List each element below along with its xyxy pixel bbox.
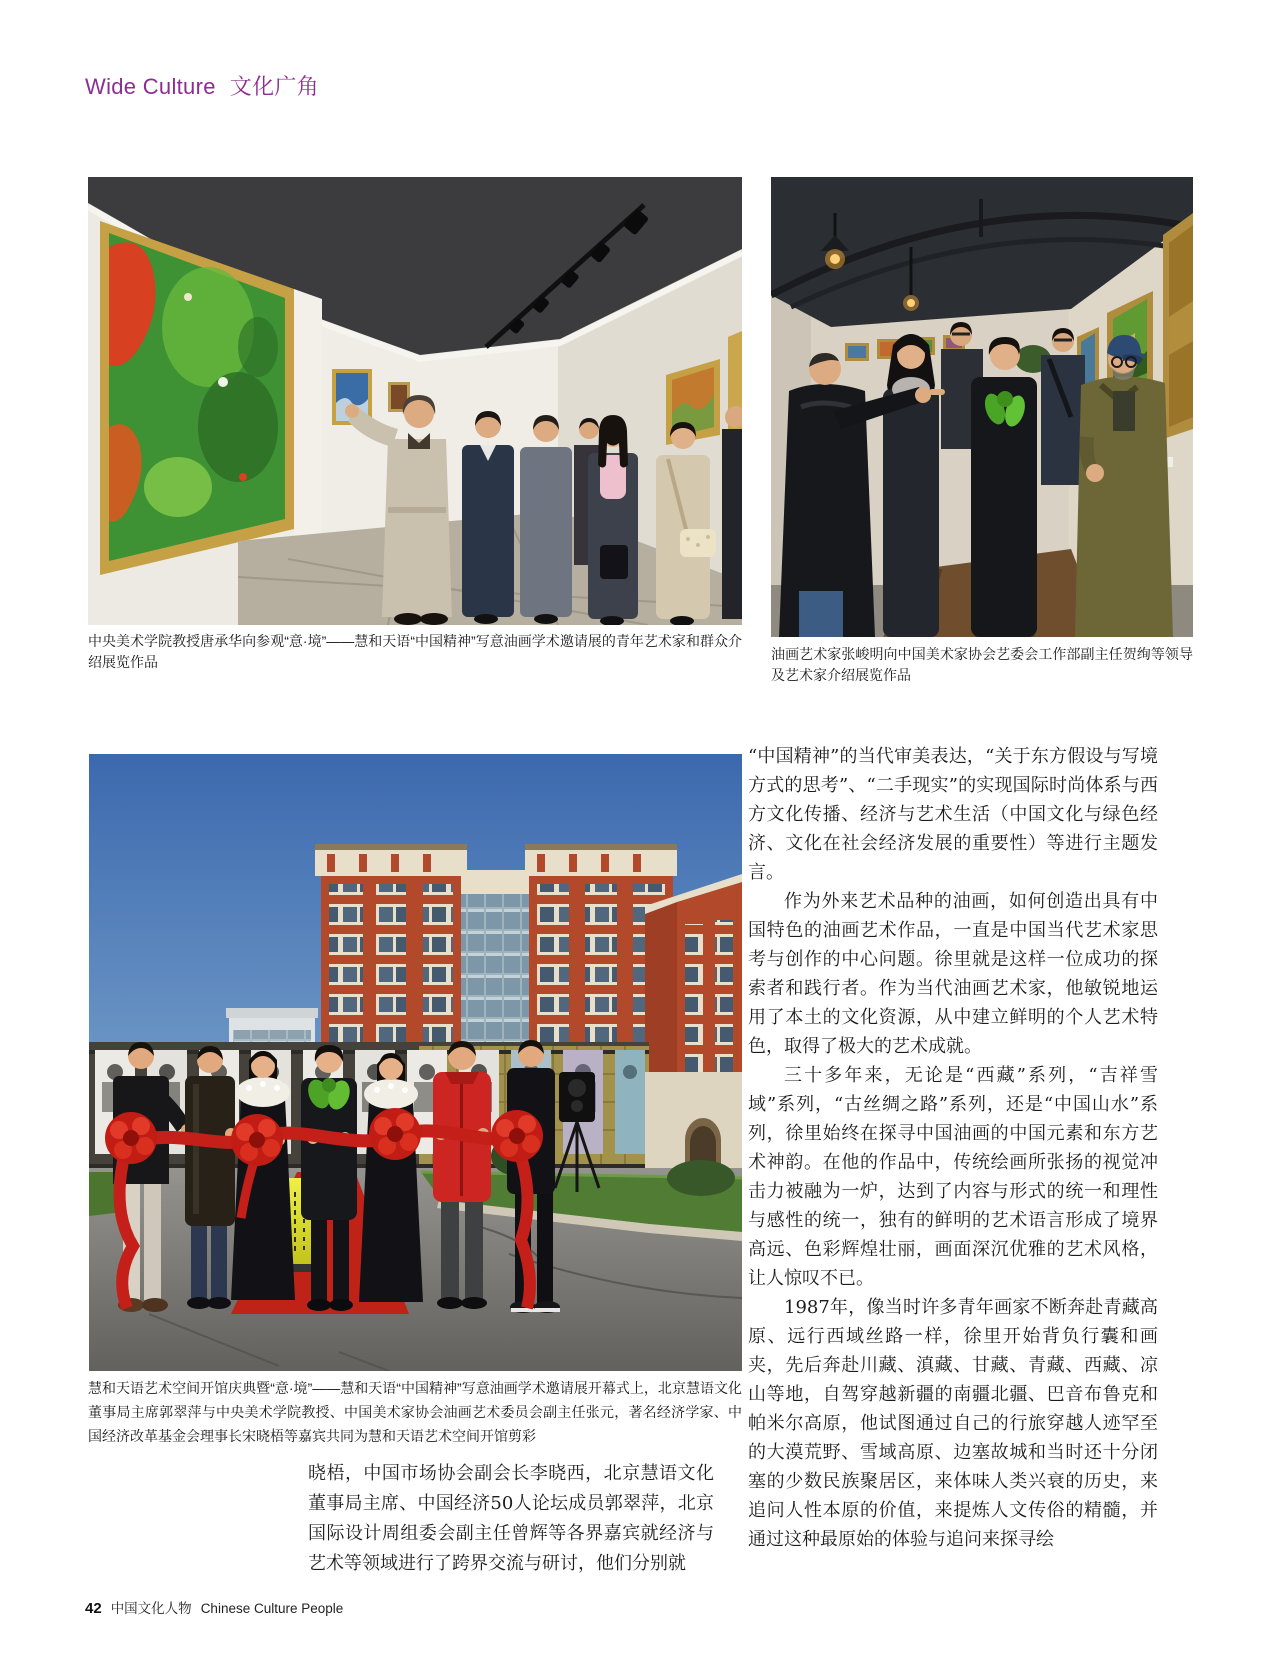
page-number: 42 — [85, 1600, 102, 1617]
article-right-column — [748, 742, 1158, 1554]
photo-caption-top-right: 油画艺术家张峻明向中国美术家协会艺委会工作部副主任贺绚等领导及艺术家介绍展览作品 — [771, 646, 1193, 683]
gallery-visitors-2 — [779, 322, 1173, 637]
ribbon-cutting-illustration — [89, 754, 742, 1371]
article-paragraph: 三十多年来，无论是“西藏”系列，“吉祥雪域”系列，“古丝绸之路”系列，还是“中国山水”系列，徐里始终在探寻中国油画的中国元素和东方艺术神韵。在他的作品中，传统绘画所张扬的视觉冲击力被融为一炉，达到了内容与形式的统一和理性与感性的统一，独有的鲜明的艺术语言形成了境界高远、色彩辉煌壮丽，画面深沉优雅的艺术风格，让人惊叹不已。 — [748, 1065, 1158, 1289]
magazine-title-zh: 中国文化人物 — [110, 1601, 192, 1616]
article-paragraph: 作为外来艺术品种的油画，如何创造出具有中国特色的油画艺术作品，一直是中国当代艺术家思考与创作的中心问题。徐里就是这样一位成功的探索者和践行者。作为当代油画艺术家，他敏锐地运用了本土的文化资源，从中建立鲜明的个人艺术特色，取得了极大的艺术成就。 — [748, 891, 1158, 1057]
photo-caption-top-left: 中央美术学院教授唐承华向参观“意·境”——慧和天语“中国精神”写意油画学术邀请展的青年艺术家和群众介绍展览作品 — [88, 633, 742, 670]
photo-bottom-ribbon-cutting — [89, 754, 742, 1371]
article-paragraph: 1987年，像当时许多青年画家不断奔赴青藏高原、远行西域丝路一样，徐里开始背负行囊和画夹，先后奔赴川藏、滇藏、甘藏、青藏、西藏、凉山等地，自驾穿越新疆的南疆北疆、巴音布鲁克和帕米尔高原，他试图通过自己的行旅穿越人迹罕至的大漠荒野、雪域高原、边塞故城和当时还十分闭塞的少数民族聚居区，来体味人类兴衰的历史，来追问人性本原的价值，来提炼人文传俗的精髓，并通过这种最原始的体验与追问来探寻绘 — [748, 1297, 1158, 1550]
magazine-title-en: Chinese Culture People — [200, 1601, 344, 1616]
section-title-zh: 文化广角 — [229, 74, 319, 99]
gallery-scene-illustration — [88, 177, 742, 625]
section-header — [85, 70, 319, 101]
page-footer — [85, 1597, 343, 1617]
article-left-overflow — [308, 1459, 714, 1579]
gallery-scene-2-illustration — [771, 177, 1193, 637]
photo-top-left-gallery — [88, 177, 742, 625]
article-paragraph: “中国精神”的当代审美表达，“关于东方假设与写境方式的思考”、“二手现实”的实现国际时尚体系与西方文化传播、经济与艺术生活（中国文化与绿色经济、文化在社会经济发展的重要性）等进行主题发言。 — [748, 746, 1158, 883]
photo-top-right-gallery — [771, 177, 1193, 637]
photo-caption-bottom: 慧和天语艺术空间开馆庆典暨“意·境”——慧和天语“中国精神”写意油画学术邀请展开幕式上，北京慧语文化董事局主席郭翠萍与中央美术学院教授、中国美术家协会油画艺术委员会副主任张元，著名经济学家、中国经济改革基金会理事长宋晓梧等嘉宾共同为慧和天语艺术空间开馆剪彩 — [88, 1380, 742, 1444]
article-paragraph: 晓梧，中国市场协会副会长李晓西，北京慧语文化董事局主席、中国经济50人论坛成员郭翠萍，北京国际设计周组委会副主任曾辉等各界嘉宾就经济与艺术等领域进行了跨界交流与研讨，他们分别就 — [308, 1463, 714, 1574]
section-title-en: Wide Culture — [85, 74, 216, 99]
